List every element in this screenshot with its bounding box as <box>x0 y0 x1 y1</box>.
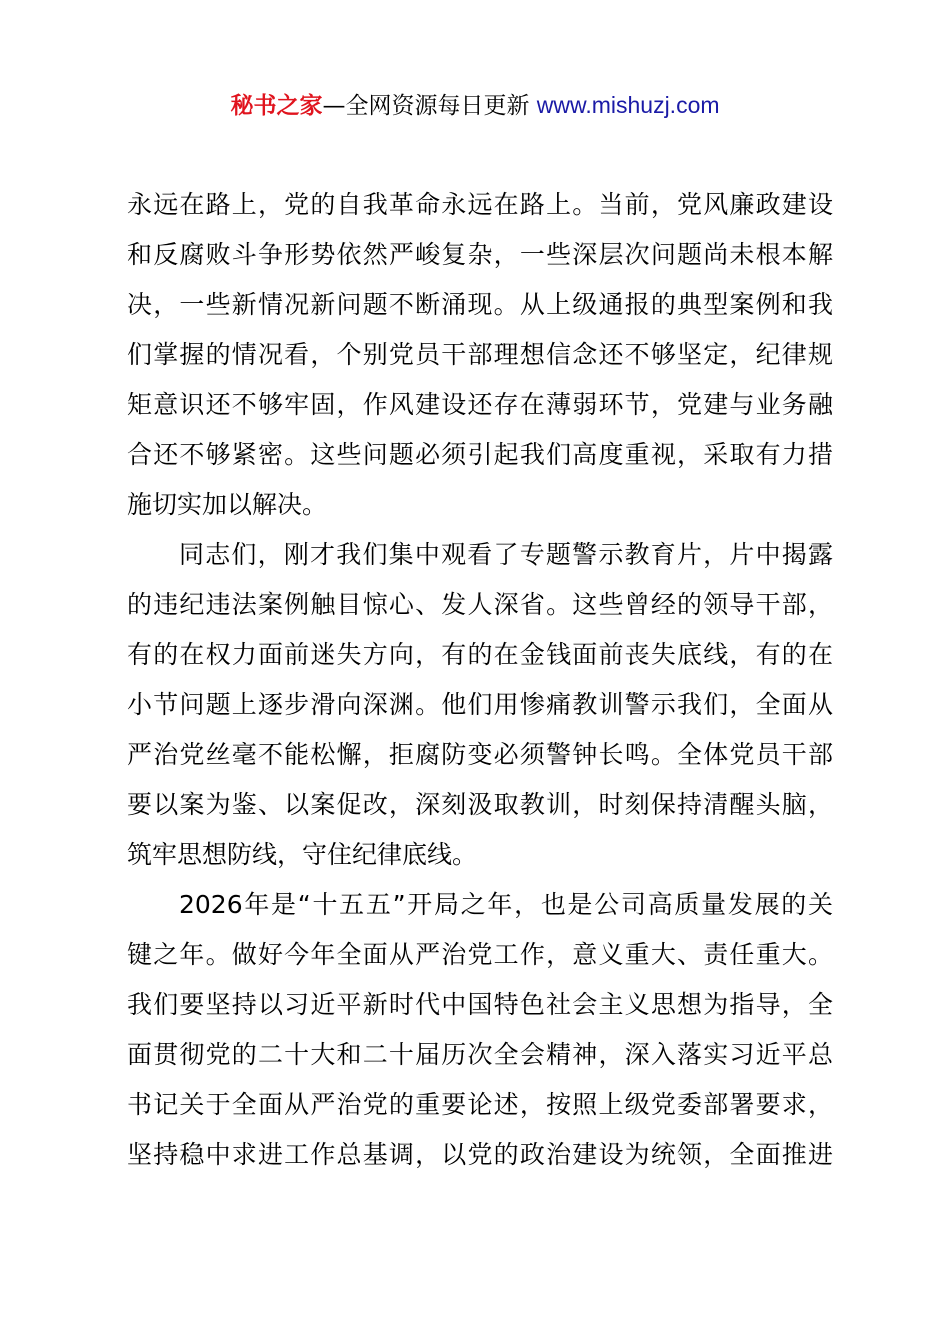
text-line: 施切实加以解决。 <box>127 490 328 519</box>
text-line: 坚持稳中求进工作总基调，以党的政治建设为统领，全面推进 <box>127 1140 833 1169</box>
text-line: 书记关于全面从严治党的重要论述，按照上级党委部署要求， <box>127 1090 833 1119</box>
text-line: 决，一些新情况新问题不断涌现。从上级通报的典型案例和我 <box>127 290 833 319</box>
text-line: 有的在权力面前迷失方向，有的在金钱面前丧失底线，有的在 <box>127 640 833 669</box>
text-line: 2026年是“十五五”开局之年，也是公司高质量发展的关 <box>179 890 833 919</box>
text-line: 合还不够紧密。这些问题必须引起我们高度重视，采取有力措 <box>127 440 833 469</box>
text-line: 小节问题上逐步滑向深渊。他们用惨痛教训警示我们，全面从 <box>127 690 833 719</box>
text-line: 严治党丝毫不能松懈，拒腐防变必须警钟长鸣。全体党员干部 <box>127 740 833 769</box>
text-line: 同志们，刚才我们集中观看了专题警示教育片，片中揭露 <box>179 540 833 569</box>
text-line: 键之年。做好今年全面从严治党工作，意义重大、责任重大。 <box>127 940 833 969</box>
text-line: 和反腐败斗争形势依然严峻复杂，一些深层次问题尚未根本解 <box>127 240 833 269</box>
text-line: 矩意识还不够牢固，作风建设还存在薄弱环节，党建与业务融 <box>127 390 833 419</box>
text-line: 们掌握的情况看，个别党员干部理想信念还不够坚定，纪律规 <box>127 340 833 369</box>
text-line: 我们要坚持以习近平新时代中国特色社会主义思想为指导，全 <box>127 990 833 1019</box>
text-line: 筑牢思想防线，守住纪律底线。 <box>127 840 478 869</box>
page-header <box>0 88 950 123</box>
document-body <box>127 180 833 1180</box>
brand-name: 秘书之家 <box>230 93 323 119</box>
text-line: 面贯彻党的二十大和二十届历次全会精神，深入落实习近平总 <box>127 1040 833 1069</box>
text-line: 的违纪违法案例触目惊心、发人深省。这些曾经的领导干部， <box>127 590 833 619</box>
text-line: 永远在路上，党的自我革命永远在路上。当前，党风廉政建设 <box>127 190 833 219</box>
site-url[interactable]: www.mishuzj.com <box>536 92 720 118</box>
text-line: 要以案为鉴、以案促改，深刻汲取教训，时刻保持清醒头脑， <box>127 790 833 819</box>
header-tagline: —全网资源每日更新 <box>322 93 530 119</box>
